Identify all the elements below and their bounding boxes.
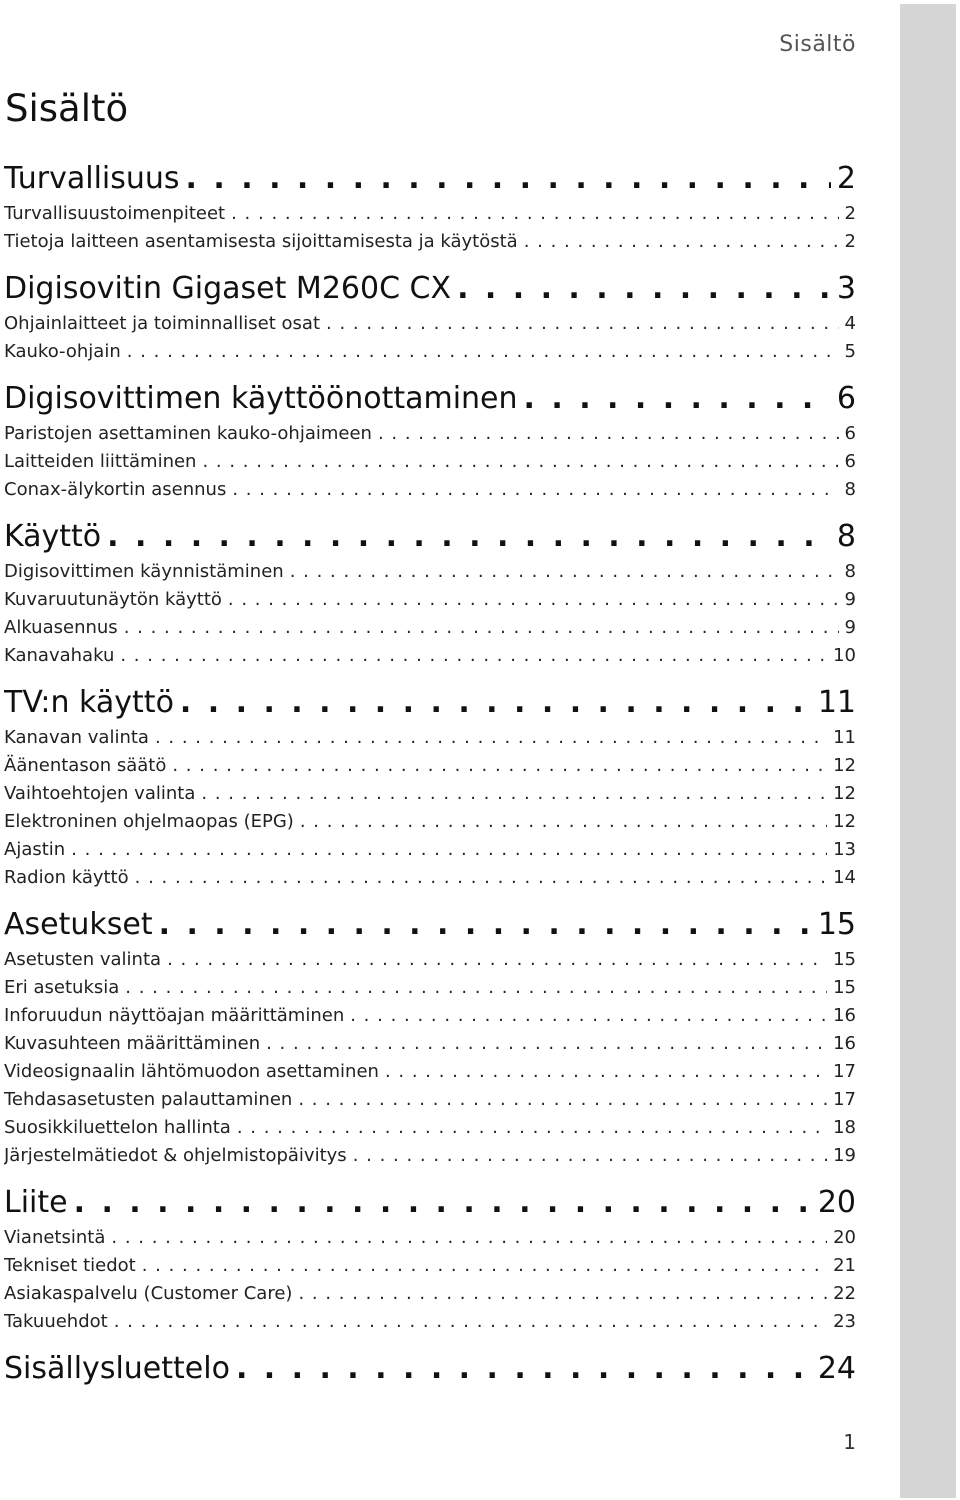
toc-entry[interactable] (4, 614, 856, 642)
entry-title: Asetusten valinta (4, 949, 162, 970)
entry-page: 8 (844, 479, 856, 500)
entry-title: Paristojen asettaminen kauko-ohjaimeen (4, 423, 372, 444)
chapter-page: 11 (817, 685, 856, 720)
entry-page: 16 (833, 1005, 856, 1026)
toc-entry[interactable] (4, 1030, 856, 1058)
dot-leader (524, 378, 831, 420)
chapter-page: 20 (817, 1185, 856, 1220)
table-of-contents (4, 158, 856, 1390)
toc-entry[interactable] (4, 1308, 856, 1336)
entry-title: Alkuasennus (4, 617, 118, 638)
toc-entry[interactable] (4, 642, 856, 670)
dot-leader (135, 864, 827, 892)
entry-page: 2 (844, 231, 856, 252)
entry-title: Tehdasasetusten palauttaminen (4, 1089, 293, 1110)
entry-title: Laitteiden liittäminen (4, 451, 197, 472)
dot-leader (298, 1280, 827, 1308)
chapter-page: 3 (836, 271, 856, 306)
dot-leader (127, 338, 839, 366)
dot-leader (228, 586, 839, 614)
dot-leader (180, 682, 812, 724)
toc-entry[interactable] (4, 1280, 856, 1308)
dot-leader (71, 836, 827, 864)
dot-leader (266, 1030, 827, 1058)
entry-title: Inforuudun näyttöajan määrittäminen (4, 1005, 345, 1026)
toc-entry[interactable] (4, 752, 856, 780)
entry-title: Tietoja laitteen asentamisesta sijoittamisesta ja käytöstä (4, 231, 518, 252)
toc-entry[interactable] (4, 420, 856, 448)
dot-leader (159, 904, 812, 946)
chapter-title: Asetukset (4, 907, 153, 942)
dot-leader (326, 310, 839, 338)
entry-title: Kuvasuhteen määrittäminen (4, 1033, 261, 1054)
toc-entry[interactable] (4, 476, 856, 504)
toc-chapter[interactable] (4, 378, 856, 420)
entry-page: 11 (833, 727, 856, 748)
entry-page: 14 (833, 867, 856, 888)
entry-title: Kuvaruutunäytön käyttö (4, 589, 222, 610)
toc-entry[interactable] (4, 586, 856, 614)
toc-chapter[interactable] (4, 268, 856, 310)
dot-leader (120, 642, 827, 670)
entry-title: Kanavan valinta (4, 727, 149, 748)
toc-entry[interactable] (4, 1142, 856, 1170)
chapter-title: Sisällysluettelo (4, 1351, 230, 1386)
entry-page: 12 (833, 755, 856, 776)
dot-leader (186, 158, 831, 200)
entry-page: 6 (844, 423, 856, 444)
entry-title: Turvallisuustoimenpiteet (4, 203, 226, 224)
entry-page: 9 (844, 617, 856, 638)
entry-title: Vaihtoehtojen valinta (4, 783, 196, 804)
entry-title: Eri asetuksia (4, 977, 120, 998)
dot-leader (378, 420, 839, 448)
entry-page: 2 (844, 203, 856, 224)
toc-entry[interactable] (4, 946, 856, 974)
toc-entry[interactable] (4, 1252, 856, 1280)
running-header: Sisältö (779, 32, 856, 57)
entry-page: 17 (833, 1061, 856, 1082)
entry-title: Kanavahaku (4, 645, 115, 666)
chapter-title: Liite (4, 1185, 68, 1220)
dot-leader (524, 228, 839, 256)
dot-leader (172, 752, 827, 780)
chapter-title: Turvallisuus (4, 161, 180, 196)
toc-entry[interactable] (4, 338, 856, 366)
toc-entry[interactable] (4, 780, 856, 808)
dot-leader (298, 1086, 827, 1114)
dot-leader (232, 476, 838, 504)
entry-page: 16 (833, 1033, 856, 1054)
entry-page: 13 (833, 839, 856, 860)
entry-page: 8 (844, 561, 856, 582)
dot-leader (350, 1002, 827, 1030)
page-title: Sisältö (5, 87, 129, 130)
entry-page: 20 (833, 1227, 856, 1248)
chapter-page: 6 (836, 381, 856, 416)
toc-entry[interactable] (4, 724, 856, 752)
entry-title: Tekniset tiedot (4, 1255, 136, 1276)
toc-chapter[interactable] (4, 516, 856, 558)
entry-title: Vianetsintä (4, 1227, 106, 1248)
toc-chapter[interactable] (4, 158, 856, 200)
entry-page: 15 (833, 949, 856, 970)
entry-title: Ohjainlaitteet ja toiminnalliset osat (4, 313, 321, 334)
dot-leader (114, 1308, 827, 1336)
entry-page: 15 (833, 977, 856, 998)
entry-title: Äänentason säätö (4, 755, 167, 776)
entry-title: Radion käyttö (4, 867, 129, 888)
dot-leader (202, 448, 838, 476)
dot-leader (125, 974, 827, 1002)
entry-title: Digisovittimen käynnistäminen (4, 561, 284, 582)
entry-title: Elektroninen ohjelmaopas (EPG) (4, 811, 294, 832)
toc-entry[interactable] (4, 1086, 856, 1114)
toc-entry[interactable] (4, 1224, 856, 1252)
entry-title: Takuuehdot (4, 1311, 108, 1332)
entry-page: 6 (844, 451, 856, 472)
chapter-title: TV:n käyttö (4, 685, 174, 720)
entry-page: 10 (833, 645, 856, 666)
dot-leader (201, 780, 827, 808)
page-number: 1 (843, 1430, 856, 1454)
entry-title: Conax-älykortin asennus (4, 479, 227, 500)
toc-entry[interactable] (4, 864, 856, 892)
dot-leader (124, 614, 839, 642)
toc-entry[interactable] (4, 310, 856, 338)
dot-leader (107, 516, 831, 558)
entry-title: Järjestelmätiedot & ohjelmistopäivitys (4, 1145, 347, 1166)
entry-title: Suosikkiluettelon hallinta (4, 1117, 231, 1138)
dot-leader (385, 1058, 827, 1086)
chapter-page: 15 (817, 907, 856, 942)
toc-entry[interactable] (4, 836, 856, 864)
dot-leader (457, 268, 831, 310)
entry-page: 17 (833, 1089, 856, 1110)
dot-leader (290, 558, 839, 586)
entry-page: 21 (833, 1255, 856, 1276)
chapter-title: Käyttö (4, 519, 102, 554)
entry-title: Videosignaalin lähtömuodon asettaminen (4, 1061, 379, 1082)
toc-entry[interactable] (4, 974, 856, 1002)
entry-title: Ajastin (4, 839, 66, 860)
side-bar (900, 4, 956, 1498)
entry-page: 19 (833, 1145, 856, 1166)
dot-leader (353, 1142, 827, 1170)
toc-chapter[interactable] (4, 1348, 856, 1390)
dot-leader (142, 1252, 827, 1280)
chapter-title: Digisovitin Gigaset M260C CX (4, 271, 452, 306)
chapter-page: 8 (836, 519, 856, 554)
dot-leader (237, 1114, 827, 1142)
toc-entry[interactable] (4, 808, 856, 836)
dot-leader (236, 1348, 812, 1390)
chapter-page: 2 (836, 161, 856, 196)
chapter-title: Digisovittimen käyttöönottaminen (4, 381, 518, 416)
toc-chapter[interactable] (4, 1182, 856, 1224)
toc-chapter[interactable] (4, 904, 856, 946)
entry-page: 18 (833, 1117, 856, 1138)
entry-page: 4 (844, 313, 856, 334)
toc-entry[interactable] (4, 200, 856, 228)
entry-page: 12 (833, 811, 856, 832)
toc-entry[interactable] (4, 228, 856, 256)
toc-chapter[interactable] (4, 682, 856, 724)
entry-page: 23 (833, 1311, 856, 1332)
toc-entry[interactable] (4, 448, 856, 476)
dot-leader (231, 200, 838, 228)
toc-entry[interactable] (4, 558, 856, 586)
entry-title: Asiakaspalvelu (Customer Care) (4, 1283, 293, 1304)
entry-page: 22 (833, 1283, 856, 1304)
dot-leader (74, 1182, 812, 1224)
entry-page: 12 (833, 783, 856, 804)
toc-entry[interactable] (4, 1002, 856, 1030)
toc-entry[interactable] (4, 1114, 856, 1142)
entry-page: 5 (844, 341, 856, 362)
dot-leader (155, 724, 827, 752)
toc-entry[interactable] (4, 1058, 856, 1086)
dot-leader (300, 808, 827, 836)
entry-page: 9 (844, 589, 856, 610)
chapter-page: 24 (817, 1351, 856, 1386)
dot-leader (167, 946, 827, 974)
entry-title: Kauko-ohjain (4, 341, 121, 362)
dot-leader (111, 1224, 827, 1252)
